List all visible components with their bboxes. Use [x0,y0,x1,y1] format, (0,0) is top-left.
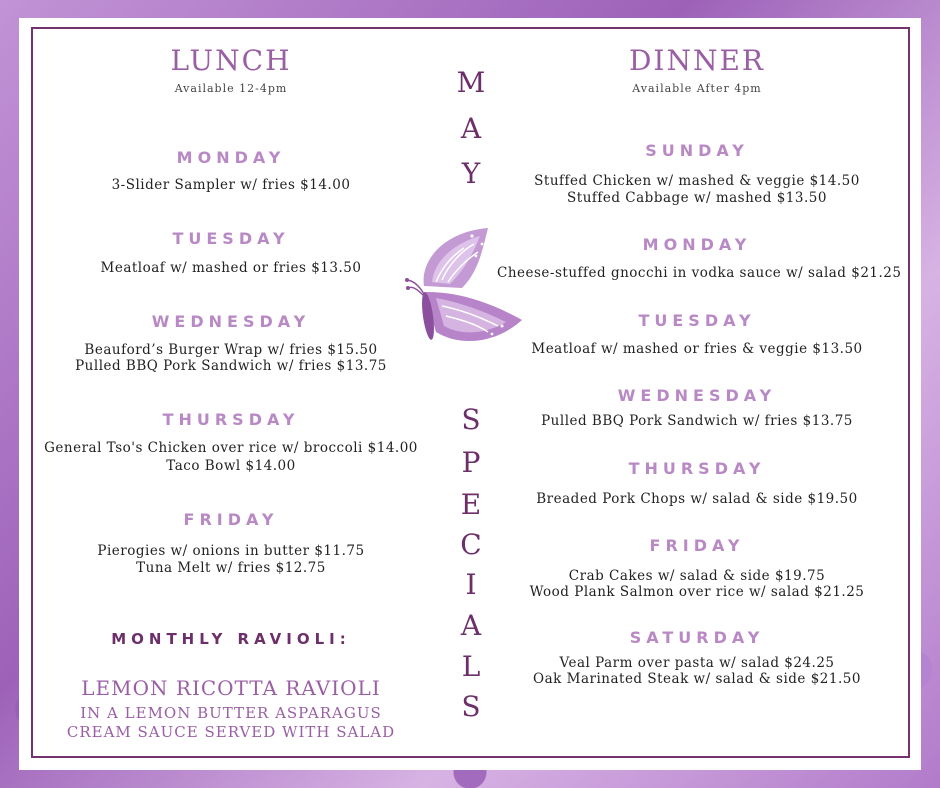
dinner-item: Wood Plank Salmon over rice w/ salad $21.25 [529,584,865,600]
vertical-letter: Y [461,157,481,190]
vertical-letter: L [461,650,481,683]
dinner-availability: Available After 4pm [632,82,762,95]
lunch-item: Tuna Melt w/ fries $12.75 [136,560,326,576]
vertical-letter: I [465,568,477,601]
dinner-title: DINNER [628,44,766,77]
vertical-letter: C [460,528,482,561]
ravioli-description: IN A LEMON BUTTER ASPARAGUS [80,704,382,722]
dinner-item: Oak Marinated Steak w/ salad & side $21.50 [533,671,861,687]
lunch-day-heading: MONDAY [176,148,286,167]
dinner-day-heading: SUNDAY [645,141,749,160]
dinner-day-heading: MONDAY [642,235,752,254]
dinner-item: Cheese-stuffed gnocchi in vodka sauce w/ salad $21.25 [497,265,902,281]
dinner-item: Veal Parm over pasta w/ salad $24.25 [559,655,835,671]
dinner-item: Stuffed Chicken w/ mashed & veggie $14.50 [534,173,860,189]
dinner-day-heading: FRIDAY [649,536,745,555]
ravioli-title: LEMON RICOTTA RAVIOLI [81,676,381,700]
lunch-item: Pulled BBQ Pork Sandwich w/ fries $13.75 [75,358,387,374]
vertical-letter: A [460,112,482,145]
vertical-letter: S [461,690,481,723]
lunch-item: 3-Slider Sampler w/ fries $14.00 [111,177,351,193]
dinner-day-heading: WEDNESDAY [617,386,777,405]
dinner-day-heading: TUESDAY [638,311,756,330]
lunch-item: Meatloaf w/ mashed or fries $13.50 [100,260,362,276]
lunch-day-heading: TUESDAY [172,229,290,248]
dinner-item: Stuffed Cabbage w/ mashed $13.50 [567,190,827,206]
lunch-day-heading: FRIDAY [183,510,279,529]
lunch-day-heading: WEDNESDAY [151,312,311,331]
dinner-item: Pulled BBQ Pork Sandwich w/ fries $13.75 [541,413,853,429]
vertical-letter: M [456,66,486,99]
dinner-item: Crab Cakes w/ salad & side $19.75 [568,568,826,584]
lunch-item: Pierogies w/ onions in butter $11.75 [97,543,365,559]
monthly-ravioli-label: MONTHLY RAVIOLI: [111,630,351,648]
dinner-item: Breaded Pork Chops w/ salad & side $19.50 [536,491,858,507]
ravioli-description: CREAM SAUCE SERVED WITH SALAD [66,723,396,741]
dinner-item: Meatloaf w/ mashed or fries & veggie $13.50 [531,341,863,357]
lunch-item: Taco Bowl $14.00 [166,458,296,474]
vertical-letter: P [461,446,481,479]
lunch-title: LUNCH [170,44,292,77]
butterfly-icon [402,222,526,346]
dinner-day-heading: THURSDAY [628,459,766,478]
lunch-availability: Available 12-4pm [174,82,288,95]
lunch-day-heading: THURSDAY [162,410,300,429]
lunch-item: Beauford’s Burger Wrap w/ fries $15.50 [84,342,378,358]
vertical-letter: S [461,403,481,436]
dinner-day-heading: SATURDAY [629,628,765,647]
vertical-letter: A [460,609,482,642]
lunch-item: General Tso's Chicken over rice w/ broccoli $14.00 [44,440,418,456]
vertical-letter: E [460,488,482,521]
